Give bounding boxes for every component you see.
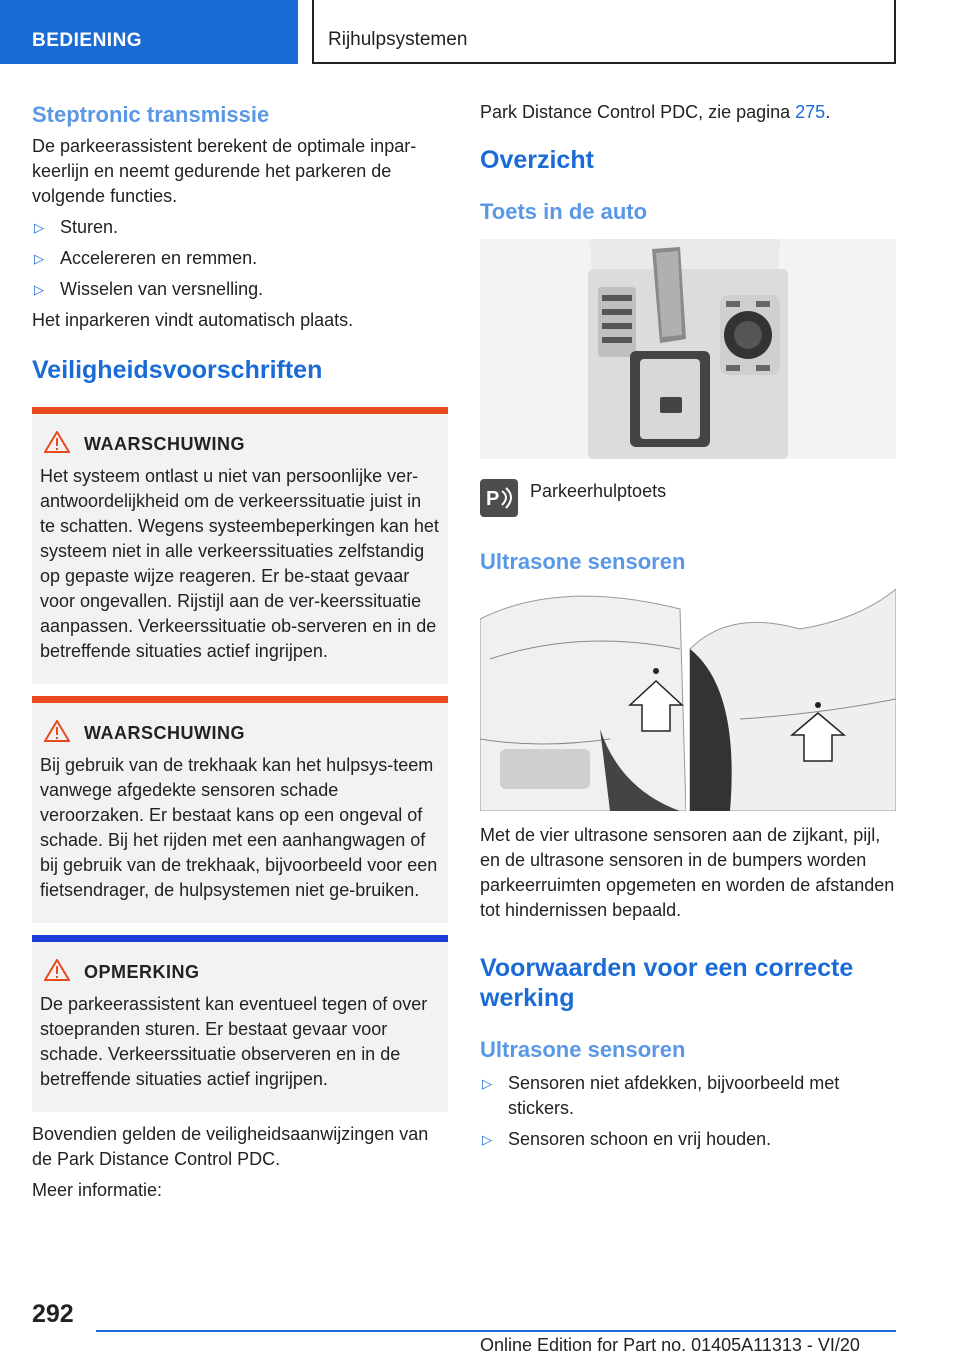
warning-title: WAARSCHUWING bbox=[84, 434, 245, 454]
more-info-paragraph: Meer informatie: bbox=[32, 1180, 163, 1200]
list-item: ▷ Sensoren niet afdekken, bijvoorbeeld met stickers. bbox=[482, 1073, 840, 1118]
chapter-title: Rijhulpsystemen bbox=[312, 0, 896, 64]
page-number: 292 bbox=[32, 1300, 74, 1328]
also-paragraph: Bovendien gelden de veiligheidsaanwijzingen van de Park Distance Control PDC. bbox=[32, 1124, 429, 1169]
warning-box-2 bbox=[32, 696, 448, 923]
triangle-bullet-icon: ▷ bbox=[482, 1132, 492, 1147]
function-list bbox=[32, 215, 448, 302]
console-image bbox=[480, 239, 896, 459]
right-column bbox=[480, 100, 896, 1158]
left-column bbox=[32, 100, 448, 1203]
heading-conditions: Voorwaarden voor een correcte werking bbox=[480, 954, 854, 1012]
heading-ultrasonic-2: Ultrasone sensoren bbox=[480, 1037, 686, 1062]
notice-bar bbox=[32, 935, 448, 942]
heading-safety: Veiligheidsvoorschriften bbox=[32, 356, 323, 384]
warning-triangle-icon bbox=[44, 720, 72, 747]
warning-bar bbox=[32, 407, 448, 414]
notice-text: De parkeerassistent kan eventueel tegen of over stoepranden sturen. Er bestaat gevaar voor schade. Verkeerssituatie observeren en in de betreffende situaties actief ingrijpen. bbox=[40, 994, 428, 1089]
button-caption: Parkeerhulptoets bbox=[530, 481, 667, 501]
pdc-reference: Park Distance Control PDC, zie pagina 275. bbox=[480, 102, 831, 122]
condition-list bbox=[480, 1071, 896, 1152]
warning-bar bbox=[32, 696, 448, 703]
triangle-bullet-icon: ▷ bbox=[34, 282, 44, 297]
list-item: ▷ Sensoren schoon en vrij houden. bbox=[480, 1127, 896, 1152]
park-assist-button-icon bbox=[480, 479, 518, 517]
svg-text:P: P bbox=[486, 488, 500, 510]
triangle-bullet-icon: ▷ bbox=[34, 251, 44, 266]
page-link[interactable]: 275 bbox=[795, 102, 826, 122]
intro-paragraph: De parkeerassistent berekent de optimale inpar-keerlijn en neemt gedurende het parkeren de volgende functies. bbox=[32, 136, 417, 206]
section-tab: BEDIENING bbox=[0, 0, 298, 64]
notice-title: OPMERKING bbox=[84, 962, 200, 982]
list-item: ▷ Accelereren en remmen. bbox=[32, 246, 448, 271]
warning-text: Bij gebruik van de trekhaak kan het hulpsys-teem vanwege afgedekte sensoren schade veroorzaken. Er bestaat kans op een ongeval of schade. Bij het rijden met een aanhangwagen of bij gebruik van de trekhaak, bijvoorbeeld voor een fietsendrager, de hulpsystemen niet ge-bruiken. bbox=[40, 755, 438, 900]
warning-triangle-icon bbox=[44, 431, 72, 458]
heading-steptronic: Steptronic transmissie bbox=[32, 102, 270, 127]
heading-button: Toets in de auto bbox=[480, 199, 648, 224]
heading-ultrasonic-1: Ultrasone sensoren bbox=[480, 549, 686, 574]
warning-title: WAARSCHUWING bbox=[84, 723, 245, 743]
sensor-image bbox=[480, 589, 896, 811]
sensors-paragraph: Met de vier ultrasone sensoren aan de zijkant, pijl, en de ultrasone sensoren in de bumpers worden parkeerruimten opgemeten en worden de afstanden tot hindernissen bepaald. bbox=[480, 825, 895, 920]
auto-paragraph: Het inparkeren vindt automatisch plaats. bbox=[32, 310, 354, 330]
triangle-bullet-icon: ▷ bbox=[482, 1076, 492, 1091]
heading-overview: Overzicht bbox=[480, 146, 594, 174]
footer-edition: Online Edition for Part no. 01405A11313 - VI/20 bbox=[480, 1335, 860, 1355]
triangle-bullet-icon: ▷ bbox=[34, 220, 44, 235]
button-legend bbox=[480, 479, 896, 517]
list-item: ▷ Sturen. bbox=[32, 215, 448, 240]
notice-triangle-icon bbox=[44, 959, 72, 986]
warning-box-1 bbox=[32, 407, 448, 684]
list-item: ▷ Wisselen van versnelling. bbox=[32, 277, 448, 302]
notice-box bbox=[32, 935, 448, 1112]
warning-text: Het systeem ontlast u niet van persoonlijke ver-antwoordelijkheid om de verkeerssituatie juist in te schatten. Wegens systeembeperkingen kan het systeem niet in alle verkeerssituaties zelfstandig op gepaste wijze reageren. Er be-staat gevaar voor ongevallen. Rijstijl aan de ver-keerssituatie aanpassen. Verkeerssituatie ob-serveren en in de betreffende situaties actief ingrijpen. bbox=[40, 466, 439, 661]
footer-rule bbox=[96, 1330, 896, 1332]
